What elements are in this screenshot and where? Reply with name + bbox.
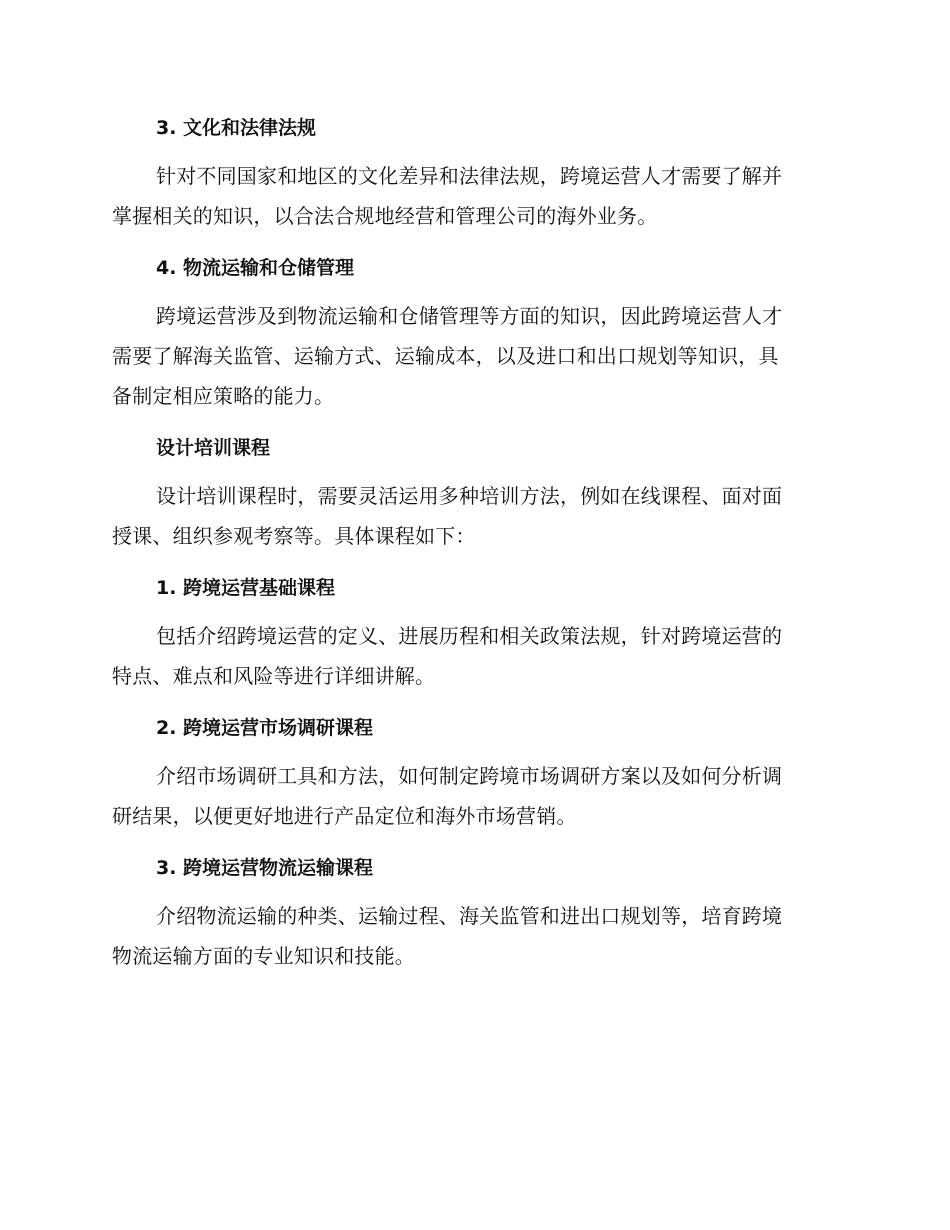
section-paragraph bbox=[112, 156, 832, 236]
section-paragraph bbox=[112, 296, 832, 416]
section-heading: 2. 跨境运营市场调研课程 bbox=[156, 717, 374, 739]
paragraph-line: 包括介绍跨境运营的定义、进展历程和相关政策法规，针对跨境运营的 bbox=[156, 624, 783, 648]
section-paragraph bbox=[112, 756, 832, 836]
section-heading: 4. 物流运输和仓储管理 bbox=[156, 257, 355, 279]
paragraph-line: 授课、组织参观考察等。具体课程如下： bbox=[112, 524, 476, 548]
paragraph-line: 介绍物流运输的种类、运输过程、海关监管和进出口规划等，培育跨境 bbox=[156, 904, 783, 928]
document-body bbox=[112, 108, 832, 988]
paragraph-line: 研结果，以便更好地进行产品定位和海外市场营销。 bbox=[112, 804, 577, 828]
paragraph-line: 物流运输方面的专业知识和技能。 bbox=[112, 944, 415, 968]
paragraph-line: 针对不同国家和地区的文化差异和法律法规，跨境运营人才需要了解并 bbox=[156, 164, 783, 188]
section-heading: 3. 跨境运营物流运输课程 bbox=[156, 857, 374, 879]
paragraph-line: 特点、难点和风险等进行详细讲解。 bbox=[112, 664, 436, 688]
section-heading: 设计培训课程 bbox=[156, 437, 271, 459]
paragraph-line: 设计培训课程时，需要灵活运用多种培训方法，例如在线课程、面对面 bbox=[156, 484, 783, 508]
paragraph-line: 介绍市场调研工具和方法，如何制定跨境市场调研方案以及如何分析调 bbox=[156, 764, 783, 788]
paragraph-line: 跨境运营涉及到物流运输和仓储管理等方面的知识，因此跨境运营人才 bbox=[156, 304, 783, 328]
section-paragraph bbox=[112, 896, 832, 976]
paragraph-line: 掌握相关的知识，以合法合规地经营和管理公司的海外业务。 bbox=[112, 204, 658, 228]
section-heading: 3. 文化和法律法规 bbox=[156, 117, 317, 139]
paragraph-line: 备制定相应策略的能力。 bbox=[112, 384, 335, 408]
section-paragraph bbox=[112, 476, 832, 556]
section-paragraph bbox=[112, 616, 832, 696]
section-heading: 1. 跨境运营基础课程 bbox=[156, 577, 336, 599]
paragraph-line: 需要了解海关监管、运输方式、运输成本，以及进口和出口规划等知识，具 bbox=[112, 344, 779, 368]
